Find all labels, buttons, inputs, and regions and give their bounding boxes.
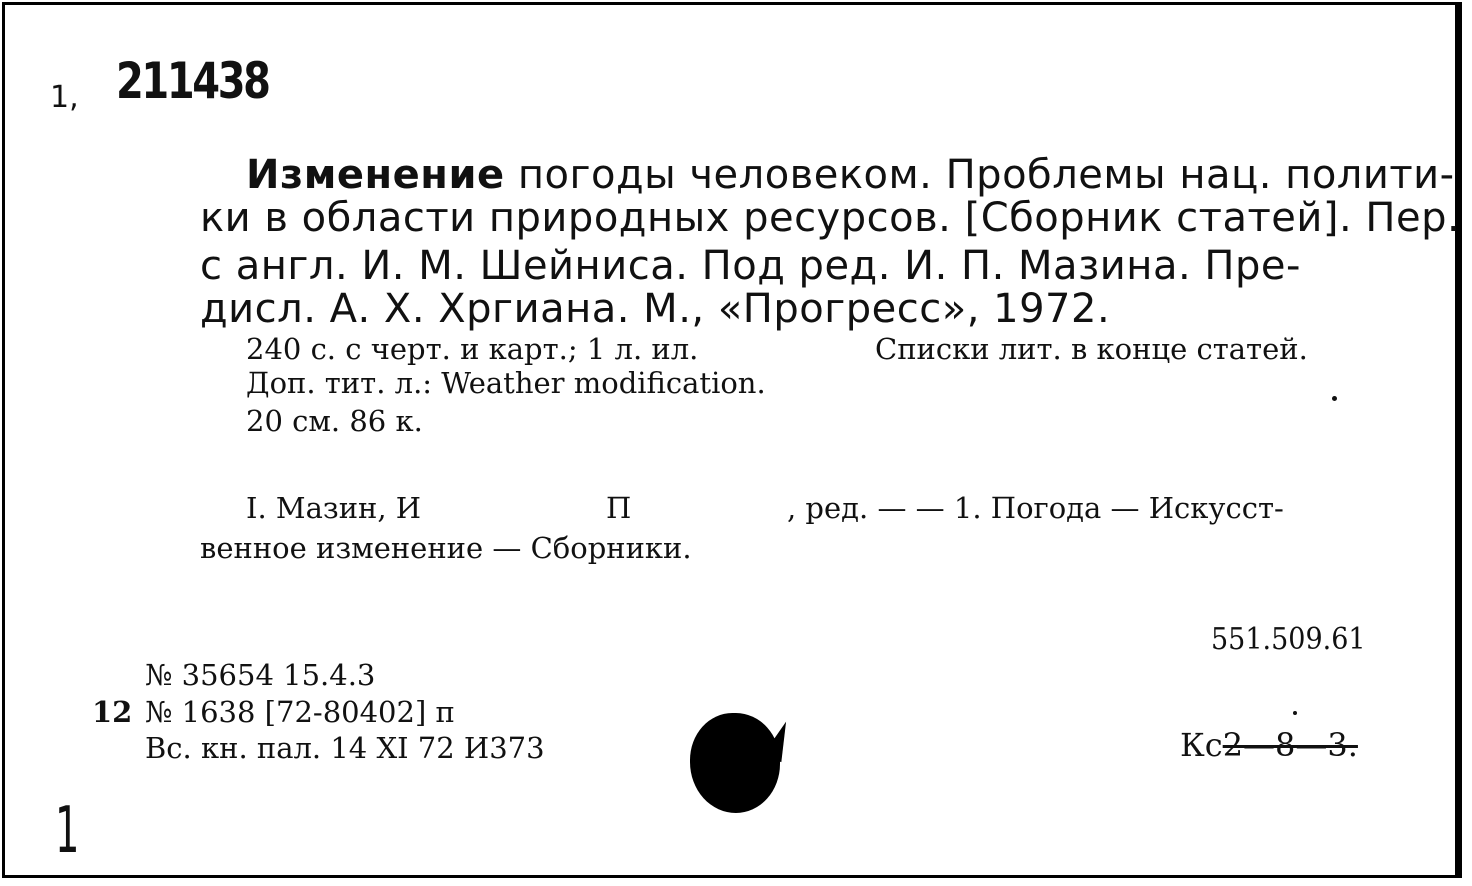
- ink-dot: [1332, 396, 1337, 401]
- tracing-subjects: , ред. — — 1. Погода — Искусст-: [787, 491, 1284, 525]
- parallel-title: Доп. тит. л.: Weather modification.: [246, 366, 766, 400]
- ink-dot-small: [1293, 711, 1297, 715]
- inventory-prefix: 1,: [50, 80, 79, 115]
- handwritten-mark: 1: [55, 794, 80, 868]
- tracing-name-a: I. Мазин, И: [246, 491, 422, 525]
- udc-code: 551.509.61: [1211, 622, 1366, 657]
- book-chamber-line: Вс. кн. пал. 14 XI 72 И373: [145, 731, 545, 765]
- ink-blot: [690, 713, 780, 813]
- tracing-line-2: венное изменение — Сборники.: [200, 531, 692, 565]
- title-line-1-rest: погоды человеком. Проблемы нац. полити-: [504, 152, 1455, 198]
- record-number: № 35654 15.4.3: [145, 658, 376, 692]
- kc-prefix: Кс: [1180, 726, 1223, 764]
- order-number: № 1638 [72-80402] п: [145, 695, 455, 729]
- inventory-number: 211438: [116, 52, 269, 110]
- title-line-1: [246, 152, 1455, 198]
- title-line-4: дисл. А. Х. Хргиана. М., «Прогресс», 1972.: [200, 286, 1111, 332]
- title-heading-word: Изменение: [246, 152, 505, 198]
- bibliography-note: Списки лит. в конце статей.: [875, 332, 1308, 366]
- title-line-2: ки в области природных ресурсов. [Сборник статей]. Пер.: [200, 195, 1461, 241]
- title-line-3: с англ. И. М. Шейниса. Под ред. И. П. Мазина. Пре-: [200, 243, 1301, 289]
- size-price: 20 см. 86 к.: [246, 404, 423, 438]
- physical-description: 240 с. с черт. и карт.; 1 л. ил.: [246, 332, 699, 366]
- kc-code: [1180, 726, 1358, 764]
- kc-code-struck: 2—8—3.: [1222, 726, 1358, 764]
- tracing-name-b: П: [606, 491, 632, 525]
- order-prefix: 12: [92, 695, 133, 729]
